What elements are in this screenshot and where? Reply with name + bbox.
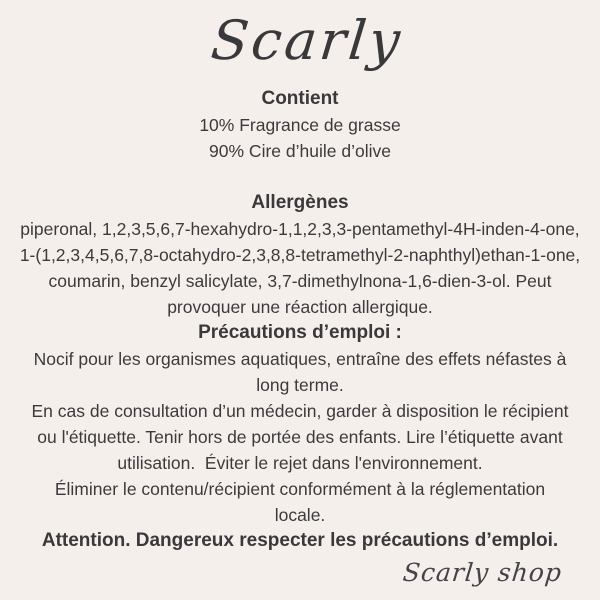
precautions-text-line: Nocif pour les organismes aquatiques, entraîne des effets néfastes à [33,349,567,369]
precautions-text-line: ou l'étiquette. Tenir hors de portée des enfants. Lire l’étiquette avant [37,427,563,447]
contains-heading: Contient [261,88,339,109]
precautions-text-line: En cas de consultation d’un médecin, garder à disposition le récipient [31,401,569,421]
precautions-text-line: locale. [274,505,326,525]
allergens-text-line: coumarin, benzyl salicylate, 3,7-dimethylnona-1,6-dien-3-ol. Peut [48,271,552,291]
precautions-heading: Précautions d’emploi : [198,322,402,343]
allergens-text-line: 1-(1,2,3,4,5,6,7,8-octahydro-2,3,8,8-tetramethyl-2-naphthyl)ethan-1-one, [19,245,581,265]
allergens-text-line: provoquer une réaction allergique. [167,297,433,317]
brand-logo: Scarly [208,9,406,72]
ingredient-line-wax: 90% Cire d’huile d’olive [209,141,391,161]
warning-statement: Attention. Dangereux respecter les précautions d’emploi. [41,530,559,551]
precautions-text-line: utilisation. Éviter le rejet dans l'environnement. [117,453,483,473]
shop-signature: Scarly shop [401,558,564,587]
ingredient-line-fragrance: 10% Fragrance de grasse [199,115,401,135]
precautions-text-line: long terme. [256,375,344,395]
allergens-text-line: piperonal, 1,2,3,5,6,7-hexahydro-1,1,2,3,3-pentamethyl-4H-inden-4-one, [20,219,580,239]
allergens-heading: Allergènes [251,192,349,213]
precautions-text-line: Éliminer le contenu/récipient conformément à la réglementation [54,479,546,499]
